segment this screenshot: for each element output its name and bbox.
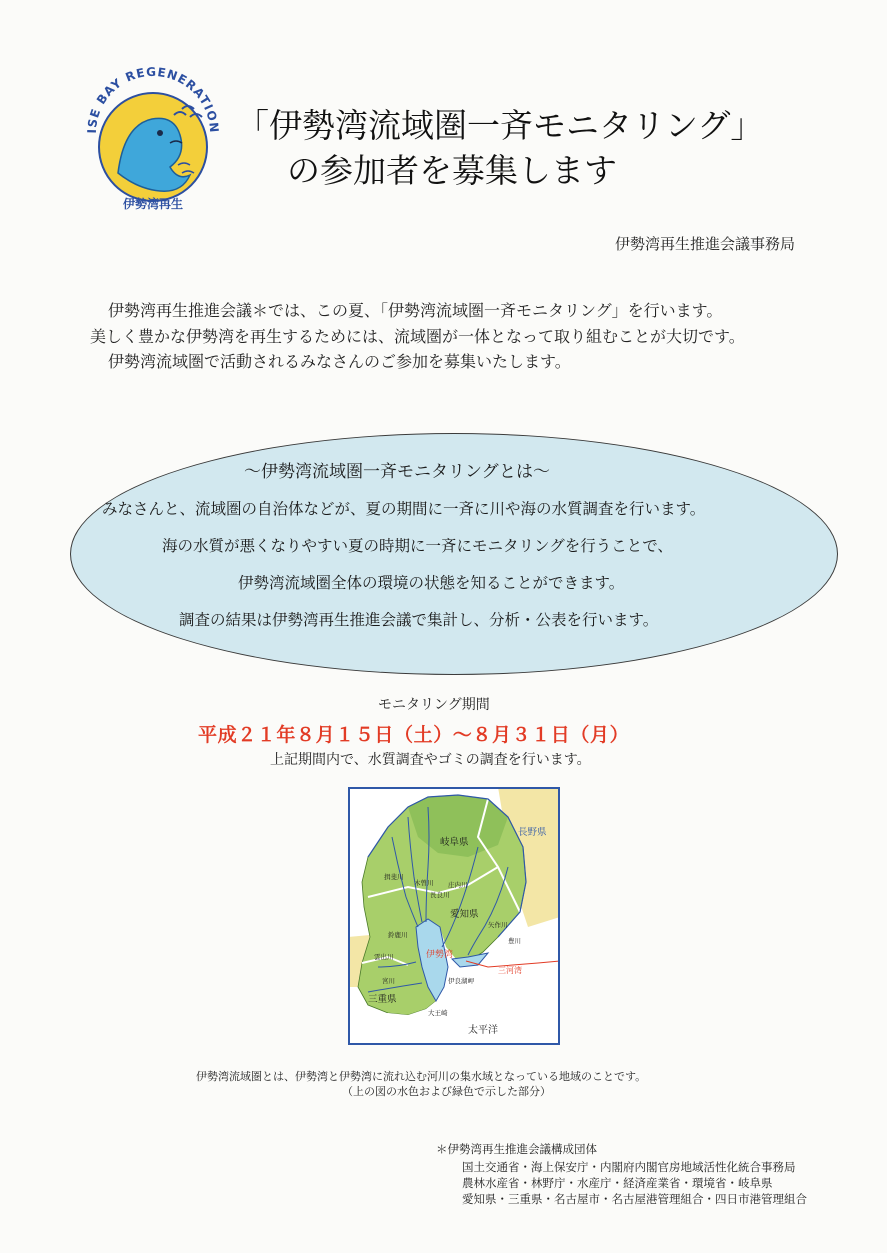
map-label-mie: 三重県 xyxy=(368,994,397,1005)
about-heading: ～伊勢湾流域圏一斉モニタリングとは～ xyxy=(244,462,550,482)
map-caption-line-1: 伊勢湾流域圏とは、伊勢湾と伊勢湾に流れ込む河川の集水域となっている地域のことです。 xyxy=(196,1070,647,1083)
logo-caption: 伊勢湾再生 xyxy=(122,197,184,211)
members-line-2: 農林水産省・林野庁・水産庁・経済産業省・環境省・岐阜県 xyxy=(462,1176,773,1190)
about-line-1: みなさんと、流域圏の自治体などが、夏の期間に一斉に川や海の水質調査を行います。 xyxy=(102,500,706,518)
organization-name: 伊勢湾再生推進会議事務局 xyxy=(615,235,796,253)
ise-bay-basin-map xyxy=(348,787,560,1045)
intro-line-3: 伊勢湾流域圏で活動されるみなさんのご参加を募集いたします。 xyxy=(108,352,571,371)
members-line-1: 国土交通省・海上保安庁・内閣府内閣官房地域活性化統合事務局 xyxy=(462,1160,796,1174)
map-label-pacific: 太平洋 xyxy=(468,1025,498,1036)
intro-line-2: 美しく豊かな伊勢湾を再生するためには、流域圏が一体となって取り組むことが大切です。 xyxy=(90,327,745,346)
map-label-daiosaki: 大王崎 xyxy=(428,1009,448,1017)
about-line-4: 調査の結果は伊勢湾再生推進会議で集計し、分析・公表を行います。 xyxy=(179,611,659,629)
title-line-2: の参加者を募集します xyxy=(287,151,617,190)
map-label-gifu: 岐阜県 xyxy=(440,837,469,848)
period-label: モニタリング期間 xyxy=(378,697,490,713)
intro-line-1: 伊勢湾再生推進会議＊では、この夏、「伊勢湾流域圏一斉モニタリング」を行います。 xyxy=(108,301,723,320)
members-line-3: 愛知県・三重県・名古屋市・名古屋港管理組合・四日市港管理組合 xyxy=(462,1192,807,1206)
map-label-aichi: 愛知県 xyxy=(450,909,479,920)
logo-arc-text: ISE BAY REGENERATION xyxy=(84,64,222,134)
map-label-suzukagawa: 鈴鹿川 xyxy=(388,931,408,939)
map-label-ibigawa: 揖斐川 xyxy=(384,873,404,881)
map-label-nagaragawa: 長良川 xyxy=(430,891,450,899)
about-line-2: 海の水質が悪くなりやすい夏の時期に一斉にモニタリングを行うことで、 xyxy=(162,537,673,555)
map-label-shonaigawa: 庄内川 xyxy=(448,881,468,889)
map-label-ise-bay: 伊勢湾 xyxy=(426,950,454,960)
map-label-nagano: 長野県 xyxy=(518,827,547,838)
map-label-toyogawa: 豊川 xyxy=(508,937,521,945)
about-line-3: 伊勢湾流域圏全体の環境の状態を知ることができます。 xyxy=(238,574,625,592)
title-line-1: 「伊勢湾流域圏一斉モニタリング」 xyxy=(236,106,764,145)
map-label-kumozugawa: 雲出川 xyxy=(374,953,394,961)
map-label-irago: 伊良湖岬 xyxy=(448,977,474,985)
map-label-mikawa-bay: 三河湾 xyxy=(498,966,522,975)
period-note: 上記期間内で、水質調査やゴミの調査を行います。 xyxy=(270,752,591,768)
period-dates: 平成２１年８月１５日（土）～８月３１日（月） xyxy=(198,724,630,746)
map-caption-line-2: （上の図の水色および緑色で示した部分） xyxy=(342,1085,551,1098)
ise-bay-regeneration-logo xyxy=(78,55,228,215)
map-label-miyagawa: 宮川 xyxy=(382,977,395,985)
map-label-yahagigawa: 矢作川 xyxy=(488,921,508,929)
members-title: ＊伊勢湾再生推進会議構成団体 xyxy=(436,1142,597,1156)
map-label-kisogawa: 木曽川 xyxy=(414,879,434,887)
